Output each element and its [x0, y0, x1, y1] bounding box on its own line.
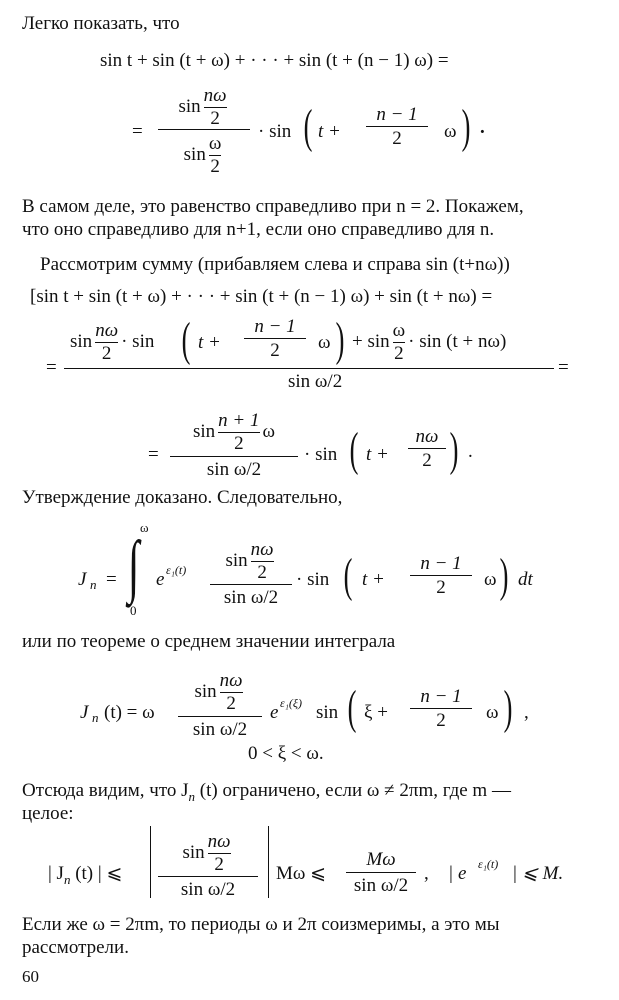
book-page: Легко показать, что sin t + sin (t + ω) + · · · + sin (t + (n − 1) ω) = = sin nω 2 sin ω 2 · sin ( t + n − 1 2 ω ) . В самом деле, это равенство справедливо при n = 2. Покажем, что оно справедливо для n+1, если оно справедливо для n. Рассмотрим сумму (прибавляем слева и справа sin (t+nω)) [sin t + sin (t + ω) + · · · + sin (t + (n − 1) ω) + sin (t + nω) = = sin nω 2 · sin ( t + n − 1 2 ω ) + sin ω 2 · sin (t + nω) sin ω/2 = = sin n + 1 2 ω sin ω/2 · sin ( t + nω 2 ) . Утверждение доказано. Следовательно, J n = ω ∫ 0 e ε₁(t) sin nω 2 sin ω/2 · sin ( t + n − 1 2 ω ) dt или по теореме о среднем значении интеграла J n (t) = ω sin nω 2 sin ω/2 e ε₁(ξ) sin ( ξ + n − 1 2 ω ) , 0 < ξ < ω. Отсюда видим, что $J_n$ (t) ограничено, если ω ≠ 2πm, где m — целое: | $J_n$ (t) | ⩽ sin nω 2 sin ω/2 Mω ⩽ Mω sin ω/2 , | e ε₁(t) | ⩽ M. Если же ω = 2πm, то периоды ω и 2π соизмеримы, а это мы рассмотрели. 60	[22, 13, 569, 986]
proof-done-text: Утверждение доказано. Следовательно,	[22, 487, 343, 508]
consider-sum-text: Рассмотрим сумму (прибавляем слева и справа sin (t+nω))	[40, 254, 510, 275]
induction-text-line1: В самом деле, это равенство справедливо при n = 2. Покажем,	[22, 196, 524, 217]
bounded-text-line1: Отсюда видим, что $J_n$ (t) ограничено, если ω ≠ 2πm, где m —	[22, 780, 511, 804]
sum-extended-line1: [sin t + sin (t + ω) + · · · + sin (t + (n − 1) ω) + sin (t + nω) =	[30, 286, 493, 307]
integral-sign-icon: ∫	[127, 528, 140, 605]
commensurable-text-line1: Если же ω = 2πm, то периоды ω и 2π соизмеримы, а это мы	[22, 914, 500, 935]
sum-identity-line1: sin t + sin (t + ω) + · · · + sin (t + (n − 1) ω) =	[100, 50, 449, 71]
intro-text: Легко показать, что	[22, 13, 180, 34]
induction-text-line2: что оно справедливо для n+1, если оно справедливо для n.	[22, 219, 495, 240]
bounded-text-line2: целое:	[22, 803, 74, 824]
mean-value-text: или по теореме о среднем значении интеграла	[22, 631, 396, 652]
commensurable-text-line2: рассмотрели.	[22, 937, 129, 958]
page-number: 60	[22, 967, 39, 986]
